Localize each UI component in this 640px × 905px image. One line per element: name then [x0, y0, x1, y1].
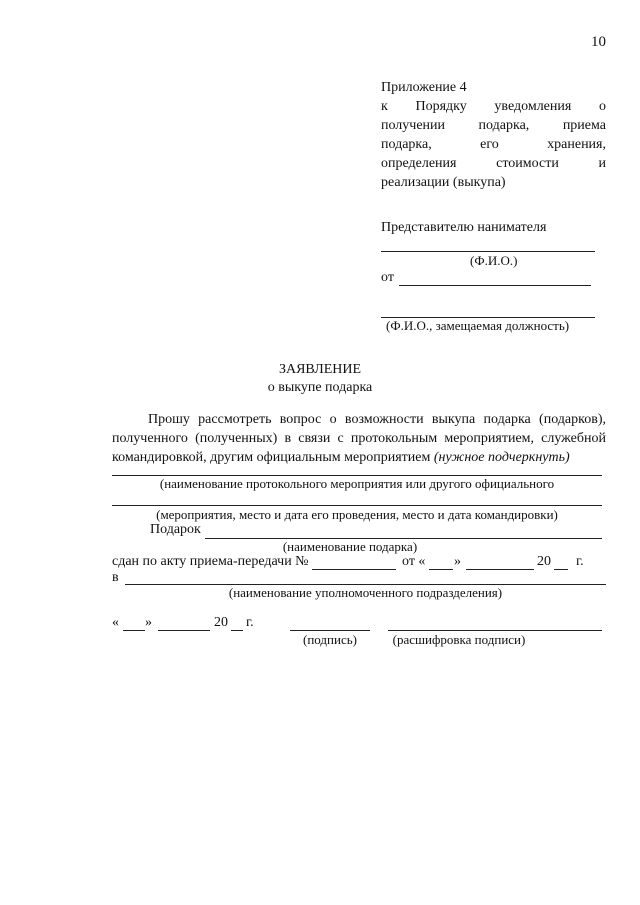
fio-caption: (Ф.И.О.): [470, 253, 518, 268]
act-month-line[interactable]: [466, 569, 534, 570]
act-quote-close: »: [454, 554, 461, 569]
page-number: 10: [591, 34, 606, 50]
underline-hint: (нужное подчеркнуть): [433, 450, 570, 465]
event-details-line[interactable]: [112, 505, 602, 506]
annex-block: [381, 78, 606, 192]
signature-line[interactable]: [290, 630, 370, 631]
signature-caption: (подпись): [303, 632, 357, 647]
signature-decode-caption: (расшифровка подписи): [392, 632, 526, 647]
act-year-line[interactable]: [554, 569, 568, 570]
annex-line: определения стоимости и: [381, 156, 606, 171]
act-from-label: от «: [402, 554, 426, 569]
date-year-prefix: 20: [214, 615, 228, 630]
from-name-line[interactable]: [399, 285, 591, 286]
date-day-line[interactable]: [123, 630, 145, 631]
signature-decode-line[interactable]: [388, 630, 602, 631]
addressee-label: Представителю нанимателя: [381, 220, 547, 235]
act-number-line[interactable]: [312, 569, 396, 570]
date-close-quote: »: [145, 615, 152, 630]
in-label: в: [112, 570, 119, 585]
from-label: от: [381, 270, 394, 285]
annex-line: подарка, его хранения,: [381, 137, 606, 152]
act-day-line[interactable]: [429, 569, 453, 570]
request-line: [112, 448, 606, 467]
request-line-text: командировкой, другим официальным мероприятием: [112, 450, 431, 465]
document-subtitle: о выкупе подарка: [267, 380, 373, 395]
request-line: Прошу рассмотреть вопрос о возможности выкупа подарка (подарков),: [148, 412, 606, 427]
request-paragraph: [112, 410, 606, 467]
gift-caption: (наименование подарка): [282, 539, 418, 554]
act-year-prefix: 20: [537, 554, 551, 569]
addressee-name-line[interactable]: [381, 251, 595, 252]
annex-line: реализации (выкупа): [381, 175, 506, 190]
date-open-quote: «: [112, 615, 119, 630]
annex-line: к Порядку уведомления о: [381, 99, 606, 114]
date-month-line[interactable]: [158, 630, 210, 631]
event-details-caption: (мероприятия, место и дата его проведения, место и дата командировки): [156, 507, 558, 522]
gift-label: Подарок: [150, 522, 201, 537]
fio-position-caption: (Ф.И.О., замещаемая должность): [386, 318, 570, 333]
date-year-suffix: г.: [246, 615, 254, 630]
date-year-line[interactable]: [231, 630, 243, 631]
annex-line: получении подарка, приема: [381, 118, 606, 133]
event-caption: (наименование протокольного мероприятия или другого официального: [159, 476, 555, 491]
document-title: ЗАЯВЛЕНИЕ: [278, 362, 362, 377]
request-line: полученного (полученных) в связи с протокольным мероприятием, служебной: [112, 431, 606, 446]
act-year-suffix: г.: [576, 554, 584, 569]
annex-title: Приложение 4: [381, 80, 467, 95]
act-label: сдан по акту приема-передачи №: [112, 554, 309, 569]
unit-caption: (наименование уполномоченного подразделения): [228, 585, 503, 600]
